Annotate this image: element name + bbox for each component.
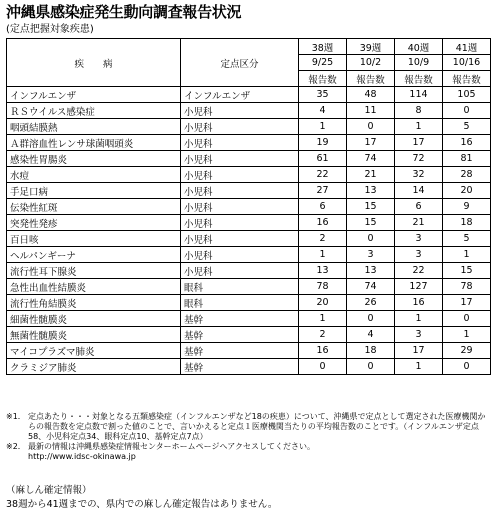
table-row xyxy=(7,151,491,167)
table-row xyxy=(7,247,491,263)
disease-column-header: 疾 病 xyxy=(7,39,181,87)
disease-name: 咽頭結膜熱 xyxy=(7,119,181,135)
footnotes xyxy=(6,412,492,462)
table-row xyxy=(7,167,491,183)
disease-name: マイコプラズマ肺炎 xyxy=(7,343,181,359)
count-week-39: 0 xyxy=(347,311,395,327)
count-week-40: 21 xyxy=(395,215,443,231)
table-row xyxy=(7,135,491,151)
count-week-39: 3 xyxy=(347,247,395,263)
report-count-label: 報告数 xyxy=(347,71,395,87)
table-body xyxy=(7,87,491,375)
count-week-39: 11 xyxy=(347,103,395,119)
disease-name: 水痘 xyxy=(7,167,181,183)
category-cell: 基幹 xyxy=(181,327,299,343)
measles-info xyxy=(6,484,277,512)
page-subtitle: (定点把握対象疾患) xyxy=(6,24,94,35)
disease-name: 無菌性髄膜炎 xyxy=(7,327,181,343)
category-cell: 基幹 xyxy=(181,359,299,375)
category-cell: 小児科 xyxy=(181,119,299,135)
count-week-40: 17 xyxy=(395,135,443,151)
table-row xyxy=(7,103,491,119)
category-cell: 小児科 xyxy=(181,135,299,151)
category-cell: 小児科 xyxy=(181,263,299,279)
table-row xyxy=(7,343,491,359)
category-cell: 小児科 xyxy=(181,247,299,263)
footnote-text: 最新の情報は沖縄県感染症情報センターホームページへアクセスしてください。 xyxy=(28,442,316,451)
category-cell: 小児科 xyxy=(181,103,299,119)
count-week-38: 1 xyxy=(299,247,347,263)
footnote xyxy=(6,442,492,452)
disease-name: 突発性発疹 xyxy=(7,215,181,231)
count-week-40: 114 xyxy=(395,87,443,103)
table-header xyxy=(7,39,491,87)
disease-name: 感染性胃腸炎 xyxy=(7,151,181,167)
week-header: 41週 xyxy=(443,39,491,55)
count-week-39: 13 xyxy=(347,263,395,279)
disease-name: 手足口病 xyxy=(7,183,181,199)
count-week-41: 5 xyxy=(443,119,491,135)
count-week-41: 105 xyxy=(443,87,491,103)
category-cell: 基幹 xyxy=(181,311,299,327)
disease-name: 伝染性紅斑 xyxy=(7,199,181,215)
count-week-41: 16 xyxy=(443,135,491,151)
count-week-39: 17 xyxy=(347,135,395,151)
disease-name: インフルエンザ xyxy=(7,87,181,103)
count-week-41: 0 xyxy=(443,359,491,375)
footnote-mark: ※2． xyxy=(6,442,26,451)
count-week-41: 0 xyxy=(443,311,491,327)
table-row xyxy=(7,279,491,295)
count-week-39: 0 xyxy=(347,231,395,247)
table-row xyxy=(7,119,491,135)
count-week-38: 22 xyxy=(299,167,347,183)
measles-text: 38週から41週までの、県内での麻しん確定報告はありません。 xyxy=(6,499,278,510)
count-week-39: 0 xyxy=(347,119,395,135)
disease-name: 百日咳 xyxy=(7,231,181,247)
count-week-39: 4 xyxy=(347,327,395,343)
category-cell: 小児科 xyxy=(181,215,299,231)
table-row xyxy=(7,199,491,215)
count-week-38: 4 xyxy=(299,103,347,119)
disease-name: 急性出血性結膜炎 xyxy=(7,279,181,295)
week-date: 10/2 xyxy=(347,55,395,71)
count-week-39: 74 xyxy=(347,279,395,295)
count-week-41: 20 xyxy=(443,183,491,199)
category-cell: 基幹 xyxy=(181,343,299,359)
disease-name: ＲＳウイルス感染症 xyxy=(7,103,181,119)
count-week-38: 27 xyxy=(299,183,347,199)
week-header: 38週 xyxy=(299,39,347,55)
count-week-39: 15 xyxy=(347,199,395,215)
count-week-38: 19 xyxy=(299,135,347,151)
footnote xyxy=(6,412,492,442)
count-week-41: 18 xyxy=(443,215,491,231)
count-week-38: 61 xyxy=(299,151,347,167)
count-week-40: 3 xyxy=(395,327,443,343)
table-row xyxy=(7,231,491,247)
count-week-40: 127 xyxy=(395,279,443,295)
count-week-41: 1 xyxy=(443,327,491,343)
category-cell: 小児科 xyxy=(181,167,299,183)
category-column-header: 定点区分 xyxy=(181,39,299,87)
count-week-41: 17 xyxy=(443,295,491,311)
count-week-41: 28 xyxy=(443,167,491,183)
count-week-38: 16 xyxy=(299,343,347,359)
footnote xyxy=(6,452,492,462)
count-week-38: 20 xyxy=(299,295,347,311)
table-row xyxy=(7,263,491,279)
week-header: 40週 xyxy=(395,39,443,55)
count-week-41: 0 xyxy=(443,103,491,119)
count-week-40: 16 xyxy=(395,295,443,311)
count-week-40: 22 xyxy=(395,263,443,279)
category-cell: 小児科 xyxy=(181,183,299,199)
count-week-38: 2 xyxy=(299,231,347,247)
measles-heading: （麻しん確定情報） xyxy=(6,485,92,496)
table-row xyxy=(7,311,491,327)
count-week-38: 1 xyxy=(299,311,347,327)
count-week-39: 48 xyxy=(347,87,395,103)
footnote-text: 定点あたり・・・対象となる五類感染症（インフルエンザなど18の疾患）について、沖縄県で定点として選定された医療機関からの報告数を定点数で割った値のことで、言いかえると定点１医療機関当たりの平均報告数のことです。（インフルエンザ定点58、小児科定点34、眼科定点10、基幹定点7点） xyxy=(28,412,486,441)
count-week-38: 78 xyxy=(299,279,347,295)
count-week-39: 13 xyxy=(347,183,395,199)
count-week-41: 78 xyxy=(443,279,491,295)
count-week-39: 21 xyxy=(347,167,395,183)
count-week-40: 14 xyxy=(395,183,443,199)
week-date: 10/9 xyxy=(395,55,443,71)
disease-name: 流行性角結膜炎 xyxy=(7,295,181,311)
count-week-39: 0 xyxy=(347,359,395,375)
report-count-label: 報告数 xyxy=(299,71,347,87)
report-count-label: 報告数 xyxy=(395,71,443,87)
category-cell: 眼科 xyxy=(181,279,299,295)
count-week-40: 1 xyxy=(395,119,443,135)
table-row xyxy=(7,215,491,231)
count-week-39: 74 xyxy=(347,151,395,167)
count-week-40: 17 xyxy=(395,343,443,359)
page-title: 沖縄県感染症発生動向調査報告状況 xyxy=(6,3,242,21)
disease-name: Ａ群溶血性レンサ球菌咽頭炎 xyxy=(7,135,181,151)
footnote-mark xyxy=(6,452,28,462)
count-week-40: 3 xyxy=(395,247,443,263)
count-week-38: 0 xyxy=(299,359,347,375)
table-row xyxy=(7,295,491,311)
count-week-38: 16 xyxy=(299,215,347,231)
week-header: 39週 xyxy=(347,39,395,55)
report-count-label: 報告数 xyxy=(443,71,491,87)
count-week-41: 29 xyxy=(443,343,491,359)
count-week-40: 6 xyxy=(395,199,443,215)
count-week-41: 9 xyxy=(443,199,491,215)
count-week-41: 15 xyxy=(443,263,491,279)
count-week-38: 1 xyxy=(299,119,347,135)
week-date: 9/25 xyxy=(299,55,347,71)
count-week-39: 26 xyxy=(347,295,395,311)
count-week-38: 2 xyxy=(299,327,347,343)
count-week-40: 1 xyxy=(395,359,443,375)
count-week-40: 1 xyxy=(395,311,443,327)
count-week-39: 15 xyxy=(347,215,395,231)
disease-name: クラミジア肺炎 xyxy=(7,359,181,375)
category-cell: 眼科 xyxy=(181,295,299,311)
category-cell: 小児科 xyxy=(181,231,299,247)
table-row xyxy=(7,183,491,199)
count-week-40: 72 xyxy=(395,151,443,167)
website-url[interactable]: http://www.idsc-okinawa.jp xyxy=(28,452,136,461)
disease-name: ヘルパンギーナ xyxy=(7,247,181,263)
table-row xyxy=(7,327,491,343)
count-week-40: 8 xyxy=(395,103,443,119)
count-week-38: 13 xyxy=(299,263,347,279)
count-week-39: 18 xyxy=(347,343,395,359)
category-cell: 小児科 xyxy=(181,199,299,215)
table-row xyxy=(7,359,491,375)
table-row xyxy=(7,87,491,103)
category-cell: 小児科 xyxy=(181,151,299,167)
count-week-40: 32 xyxy=(395,167,443,183)
count-week-41: 81 xyxy=(443,151,491,167)
count-week-38: 6 xyxy=(299,199,347,215)
footnote-mark: ※1． xyxy=(6,412,26,421)
count-week-41: 1 xyxy=(443,247,491,263)
category-cell: インフルエンザ xyxy=(181,87,299,103)
disease-name: 流行性耳下腺炎 xyxy=(7,263,181,279)
disease-name: 細菌性髄膜炎 xyxy=(7,311,181,327)
count-week-38: 35 xyxy=(299,87,347,103)
surveillance-table xyxy=(6,38,491,375)
count-week-41: 5 xyxy=(443,231,491,247)
count-week-40: 3 xyxy=(395,231,443,247)
week-date: 10/16 xyxy=(443,55,491,71)
